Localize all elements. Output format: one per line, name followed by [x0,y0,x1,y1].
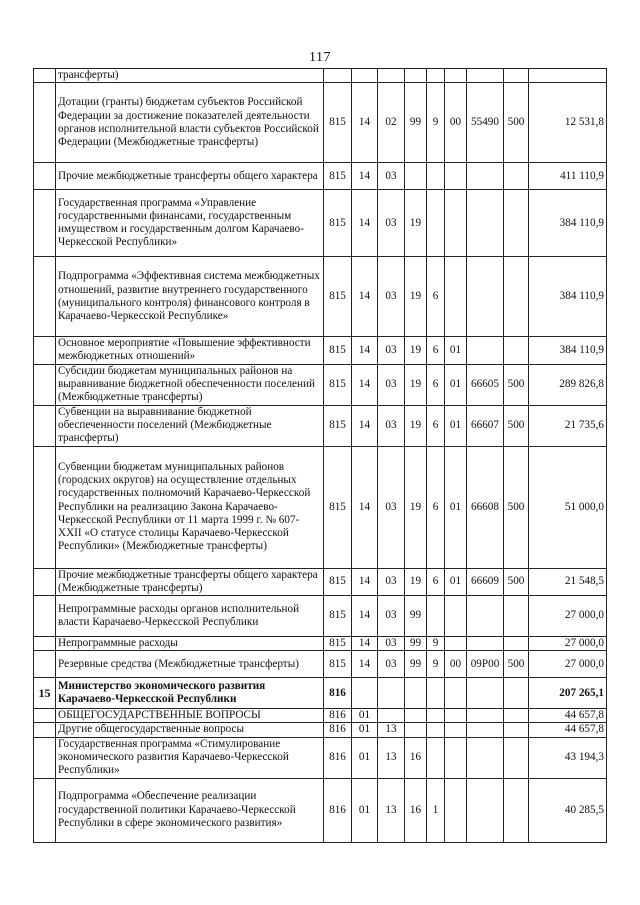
code-cell-3: 02 [378,83,405,163]
item-name-cell: Резервные средства (Межбюджетные трансферты) [56,651,324,678]
code-cell-3: 03 [378,405,405,446]
code-cell-8: 500 [504,446,529,568]
item-name-cell: Основное мероприятие «Повышение эффективности межбюджетных отношений» [56,337,324,364]
code-cell-4: 99 [405,651,427,678]
code-cell-4 [405,163,427,190]
code-cell-4: 19 [405,337,427,364]
item-name-cell: Прочие межбюджетные трансферты общего характера [56,163,324,190]
code-cell-8 [504,778,529,842]
code-cell-2: 14 [352,405,378,446]
code-cell-4: 99 [405,637,427,651]
amount-cell: 384 110,9 [529,190,607,257]
code-cell-7 [467,163,504,190]
code-cell-8 [504,596,529,637]
code-cell-3: 03 [378,651,405,678]
code-cell-3: 03 [378,257,405,337]
code-cell-4: 19 [405,364,427,405]
table-row [34,446,607,568]
table-body [34,69,607,843]
amount-cell: 411 110,9 [529,163,607,190]
amount-cell: 289 826,8 [529,364,607,405]
amount-cell: 27 000,0 [529,596,607,637]
item-name-cell: Непрограммные расходы [56,637,324,651]
row-number-cell [34,257,56,337]
code-cell-2: 14 [352,163,378,190]
amount-cell: 43 194,3 [529,737,607,778]
code-cell-6: 00 [445,83,467,163]
code-cell-6: 01 [445,568,467,595]
code-cell-2: 14 [352,257,378,337]
item-name-cell: Государственная программа «Управление государственными финансами, государственным имуществом и государственным долгом Карачаево-Черкесской Республики» [56,190,324,257]
code-cell-8 [504,678,529,709]
code-cell-8 [504,737,529,778]
code-cell-2 [352,678,378,709]
code-cell-3: 03 [378,446,405,568]
item-name-cell: Подпрограмма «Обеспечение реализации государственной политики Карачаево-Черкесской Республики в сфере экономического развития» [56,778,324,842]
code-cell-7: 55490 [467,83,504,163]
item-name-cell: ОБЩЕГОСУДАРСТВЕННЫЕ ВОПРОСЫ [56,709,324,723]
item-name-cell: Дотации (гранты) бюджетам субъектов Российской Федерации за достижение показателей деятельности органов исполнительной власти субъектов Российской Федерации (Межбюджетные трансферты) [56,83,324,163]
row-number-cell: 15 [34,678,56,709]
table-row [34,637,607,651]
table-row [34,678,607,709]
code-cell-1: 815 [324,637,352,651]
row-number-cell [34,337,56,364]
table-row [34,69,607,83]
code-cell-2: 01 [352,709,378,723]
table-row [34,723,607,737]
code-cell-4: 19 [405,405,427,446]
table-row [34,190,607,257]
code-cell-3 [378,709,405,723]
table-row [34,709,607,723]
code-cell-3: 13 [378,737,405,778]
code-cell-6 [445,778,467,842]
code-cell-4: 19 [405,257,427,337]
table-row [34,257,607,337]
page-number: 117 [309,50,331,65]
code-cell-6: 01 [445,337,467,364]
code-cell-5: 9 [427,651,445,678]
code-cell-7 [467,257,504,337]
code-cell-1: 815 [324,568,352,595]
code-cell-7 [467,723,504,737]
code-cell-3 [378,678,405,709]
table-row [34,364,607,405]
code-cell-6: 01 [445,364,467,405]
code-cell-6 [445,596,467,637]
code-cell-8: 500 [504,405,529,446]
code-cell-1 [324,69,352,83]
item-name-cell: Субвенции бюджетам муниципальных районов (городских округов) на осуществление отдельных государственных полномочий Карачаево-Черкесской Республики на реализацию Закона Карачаево-Черкесской Республики от 11 марта 1999 г. № 607-XXII «О статусе столицы Карачаево-Черкесской Республики» (Межбюджетные трансферты) [56,446,324,568]
code-cell-5: 1 [427,778,445,842]
code-cell-1: 815 [324,83,352,163]
code-cell-1: 815 [324,651,352,678]
row-number-cell [34,69,56,83]
code-cell-7 [467,69,504,83]
code-cell-5: 6 [427,364,445,405]
code-cell-3: 13 [378,778,405,842]
code-cell-2: 14 [352,364,378,405]
row-number-cell [34,163,56,190]
code-cell-5 [427,69,445,83]
code-cell-1: 815 [324,405,352,446]
code-cell-6: 01 [445,405,467,446]
code-cell-3: 03 [378,364,405,405]
code-cell-5 [427,190,445,257]
item-name-cell: Подпрограмма «Эффективная система межбюджетных отношений, развитие внутреннего государственного (муниципального контроля) финансового контроля в Карачаево-Черкесской Республике» [56,257,324,337]
code-cell-3 [378,69,405,83]
code-cell-7: 66608 [467,446,504,568]
table-row [34,651,607,678]
code-cell-6 [445,637,467,651]
code-cell-1: 816 [324,678,352,709]
amount-cell: 384 110,9 [529,257,607,337]
code-cell-2: 14 [352,83,378,163]
code-cell-2: 14 [352,568,378,595]
code-cell-7 [467,737,504,778]
code-cell-8 [504,637,529,651]
amount-cell: 12 531,8 [529,83,607,163]
code-cell-8: 500 [504,651,529,678]
item-name-cell: Другие общегосударственные вопросы [56,723,324,737]
code-cell-5 [427,723,445,737]
row-number-cell [34,723,56,737]
amount-cell: 27 000,0 [529,651,607,678]
code-cell-8 [504,163,529,190]
code-cell-5: 6 [427,257,445,337]
code-cell-6 [445,737,467,778]
code-cell-7 [467,337,504,364]
code-cell-8: 500 [504,364,529,405]
code-cell-7 [467,637,504,651]
code-cell-7 [467,709,504,723]
code-cell-7: 66605 [467,364,504,405]
table-row [34,737,607,778]
amount-cell: 27 000,0 [529,637,607,651]
code-cell-6 [445,257,467,337]
code-cell-6: 01 [445,446,467,568]
code-cell-8: 500 [504,83,529,163]
row-number-cell [34,405,56,446]
code-cell-8 [504,337,529,364]
code-cell-7: 66609 [467,568,504,595]
code-cell-7: 66607 [467,405,504,446]
code-cell-7: 09Р00 [467,651,504,678]
row-number-cell [34,778,56,842]
code-cell-3: 03 [378,190,405,257]
code-cell-8 [504,190,529,257]
row-number-cell [34,737,56,778]
code-cell-8 [504,709,529,723]
code-cell-2: 14 [352,637,378,651]
table-row [34,337,607,364]
code-cell-5 [427,163,445,190]
code-cell-3: 03 [378,568,405,595]
code-cell-8 [504,69,529,83]
code-cell-1: 815 [324,163,352,190]
item-name-cell: Государственная программа «Стимулирование экономического развития Карачаево-Черкесской Республики» [56,737,324,778]
code-cell-1: 815 [324,257,352,337]
code-cell-2: 14 [352,337,378,364]
code-cell-1: 816 [324,778,352,842]
amount-cell: 44 657,8 [529,723,607,737]
code-cell-6 [445,709,467,723]
code-cell-5: 6 [427,446,445,568]
code-cell-6 [445,723,467,737]
code-cell-1: 816 [324,723,352,737]
code-cell-3: 03 [378,163,405,190]
code-cell-5 [427,737,445,778]
row-number-cell [34,596,56,637]
code-cell-2: 14 [352,190,378,257]
code-cell-4 [405,678,427,709]
row-number-cell [34,651,56,678]
code-cell-5: 6 [427,568,445,595]
item-name-cell: Прочие межбюджетные трансферты общего характера (Межбюджетные трансферты) [56,568,324,595]
code-cell-2: 01 [352,778,378,842]
row-number-cell [34,446,56,568]
code-cell-3: 03 [378,337,405,364]
code-cell-4: 16 [405,778,427,842]
code-cell-5: 9 [427,83,445,163]
code-cell-4: 19 [405,190,427,257]
code-cell-6 [445,678,467,709]
amount-cell [529,69,607,83]
code-cell-2: 14 [352,596,378,637]
code-cell-2: 01 [352,723,378,737]
amount-cell: 384 110,9 [529,337,607,364]
code-cell-6 [445,163,467,190]
code-cell-7 [467,596,504,637]
item-name-cell: трансферты) [56,69,324,83]
code-cell-5 [427,678,445,709]
amount-cell: 207 265,1 [529,678,607,709]
code-cell-2: 14 [352,651,378,678]
table-row [34,778,607,842]
code-cell-3: 13 [378,723,405,737]
row-number-cell [34,190,56,257]
table-row [34,163,607,190]
code-cell-4: 99 [405,596,427,637]
code-cell-1: 815 [324,364,352,405]
code-cell-2 [352,69,378,83]
table-row [34,83,607,163]
item-name-cell: Непрограммные расходы органов исполнительной власти Карачаево-Черкесской Республики [56,596,324,637]
row-number-cell [34,364,56,405]
budget-table [33,68,607,843]
code-cell-3: 03 [378,596,405,637]
amount-cell: 40 285,5 [529,778,607,842]
code-cell-4 [405,709,427,723]
code-cell-1: 815 [324,190,352,257]
row-number-cell [34,83,56,163]
code-cell-8 [504,723,529,737]
code-cell-8 [504,257,529,337]
code-cell-4 [405,69,427,83]
amount-cell: 21 735,6 [529,405,607,446]
item-name-cell: Субсидии бюджетам муниципальных районов на выравнивание бюджетной обеспеченности поселений (Межбюджетные трансферты) [56,364,324,405]
row-number-cell [34,568,56,595]
code-cell-5: 9 [427,637,445,651]
row-number-cell [34,637,56,651]
table-row [34,596,607,637]
code-cell-7 [467,678,504,709]
code-cell-4: 99 [405,83,427,163]
code-cell-4: 16 [405,737,427,778]
code-cell-3: 03 [378,637,405,651]
amount-cell: 21 548,5 [529,568,607,595]
code-cell-6 [445,69,467,83]
code-cell-8: 500 [504,568,529,595]
code-cell-1: 815 [324,337,352,364]
item-name-cell: Субвенции на выравнивание бюджетной обеспеченности поселений (Межбюджетные трансферты) [56,405,324,446]
code-cell-1: 816 [324,737,352,778]
code-cell-4 [405,723,427,737]
row-number-cell [34,709,56,723]
code-cell-1: 815 [324,446,352,568]
code-cell-5: 6 [427,337,445,364]
code-cell-5 [427,596,445,637]
code-cell-2: 14 [352,446,378,568]
code-cell-1: 816 [324,709,352,723]
table-row [34,568,607,595]
amount-cell: 51 000,0 [529,446,607,568]
code-cell-6: 00 [445,651,467,678]
code-cell-4: 19 [405,568,427,595]
amount-cell: 44 657,8 [529,709,607,723]
code-cell-4: 19 [405,446,427,568]
code-cell-5 [427,709,445,723]
code-cell-7 [467,190,504,257]
item-name-cell: Министерство экономического развития Карачаево-Черкесской Республики [56,678,324,709]
code-cell-7 [467,778,504,842]
code-cell-6 [445,190,467,257]
code-cell-1: 815 [324,596,352,637]
table-row [34,405,607,446]
code-cell-2: 01 [352,737,378,778]
code-cell-5: 6 [427,405,445,446]
